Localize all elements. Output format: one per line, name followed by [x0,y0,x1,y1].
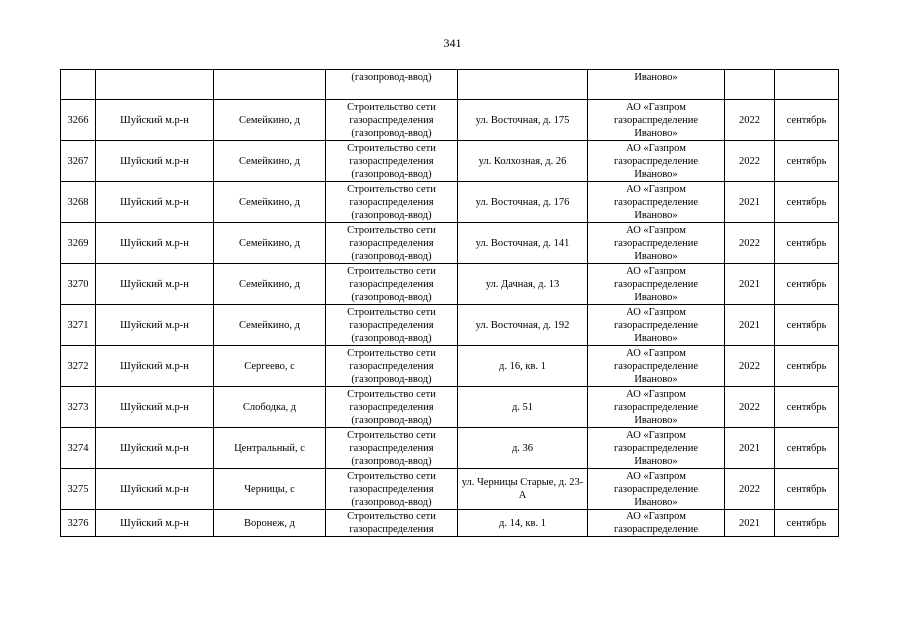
cell-organization-line: газораспределение [613,155,699,167]
cell-work [326,510,458,537]
cell-month: сентябрь [775,182,839,223]
cell-organization-line: Иваново» [634,209,678,221]
table-row [61,469,839,510]
cell-number [61,70,96,100]
cell-work-line: газораспределения [349,319,434,331]
cell-number: 3273 [61,387,96,428]
cell-address: ул. Восточная, д. 176 [458,182,588,223]
cell-organization-line: Иваново» [634,127,678,139]
cell-locality: Воронеж, д [214,510,326,537]
cell-organization-line: газораспределение [613,360,699,372]
cell-work-line: Строительство сети [347,183,436,195]
cell-work-line: (газопровод-ввод) [351,496,432,508]
cell-number: 3272 [61,346,96,387]
cell-organization-line: газораспределение [613,196,699,208]
cell-month: сентябрь [775,264,839,305]
cell-month: сентябрь [775,428,839,469]
cell-work-line: Строительство сети [347,470,436,482]
cell-work-line: (газопровод-ввод) [351,455,432,467]
cell-address: д. 36 [458,428,588,469]
cell-locality: Семейкино, д [214,264,326,305]
cell-organization [588,100,725,141]
cell-work [326,264,458,305]
cell-address: ул. Восточная, д. 141 [458,223,588,264]
cell-month: сентябрь [775,223,839,264]
cell-organization [588,387,725,428]
cell-number: 3271 [61,305,96,346]
cell-work-line: Строительство сети [347,101,436,113]
cell-organization-line: Иваново» [634,455,678,467]
cell-district: Шуйский м.р-н [96,428,214,469]
cell-number: 3269 [61,223,96,264]
cell-organization-line: АО «Газпром [626,347,686,359]
cell-address: д. 16, кв. 1 [458,346,588,387]
cell-organization-line: АО «Газпром [626,511,686,522]
cell-organization [588,510,725,537]
cell-district: Шуйский м.р-н [96,387,214,428]
cell-year: 2022 [725,346,775,387]
cell-year: 2022 [725,223,775,264]
cell-work-line: Строительство сети [347,347,436,359]
cell-work [326,428,458,469]
cell-organization-line: АО «Газпром [626,101,686,113]
cell-organization-line: АО «Газпром [626,183,686,195]
cell-work [326,100,458,141]
cell-work-line: Строительство сети [347,142,436,154]
cell-organization-line: Иваново» [634,168,678,180]
table-row [61,387,839,428]
cell-locality: Семейкино, д [214,223,326,264]
cell-work [326,141,458,182]
table-row [61,346,839,387]
cell-district: Шуйский м.р-н [96,223,214,264]
cell-month: сентябрь [775,100,839,141]
cell-year: 2022 [725,100,775,141]
cell-year: 2021 [725,305,775,346]
cell-organization-line: АО «Газпром [626,306,686,318]
cell-month: сентябрь [775,510,839,537]
cell-work [326,387,458,428]
table-row [61,428,839,469]
cell-year: 2022 [725,387,775,428]
cell-number: 3270 [61,264,96,305]
cell-address: д. 14, кв. 1 [458,510,588,537]
cell-district: Шуйский м.р-н [96,469,214,510]
cell-work-line: газораспределения [349,114,434,126]
cell-number: 3268 [61,182,96,223]
cell-organization-line: АО «Газпром [626,429,686,441]
cell-organization-line: АО «Газпром [626,265,686,277]
cell-organization-line: газораспределение [613,237,699,249]
table-row [61,100,839,141]
cell-work [326,469,458,510]
cell-locality: Семейкино, д [214,182,326,223]
table-row [61,264,839,305]
cell-locality: Черницы, с [214,469,326,510]
cell-work-line: газораспределения [349,155,434,167]
cell-work [326,182,458,223]
table-row [61,182,839,223]
cell-address: ул. Восточная, д. 175 [458,100,588,141]
table-body [61,70,839,537]
cell-district: Шуйский м.р-н [96,346,214,387]
table-row [61,305,839,346]
cell-work-line: Строительство сети [347,224,436,236]
cell-work-line: Строительство сети [347,429,436,441]
cell-district: Шуйский м.р-н [96,264,214,305]
cell-year: 2021 [725,182,775,223]
cell-work-line: (газопровод-ввод) [351,209,432,221]
gas-connection-table [60,69,839,537]
cell-address [458,70,588,100]
cell-work-line: (газопровод-ввод) [351,332,432,344]
cell-organization [588,346,725,387]
table-row [61,141,839,182]
cell-month: сентябрь [775,305,839,346]
cell-organization: Иваново» [588,70,725,100]
cell-work-line: (газопровод-ввод) [351,168,432,180]
cell-work [326,346,458,387]
cell-organization-line: газораспределение [613,278,699,290]
cell-month [775,70,839,100]
cell-organization-line: АО «Газпром [626,388,686,400]
cell-month: сентябрь [775,346,839,387]
cell-address: ул. Дачная, д. 13 [458,264,588,305]
cell-district: Шуйский м.р-н [96,100,214,141]
cell-organization-line: газораспределение [613,319,699,331]
cell-organization [588,305,725,346]
cell-address: ул. Черницы Старые, д. 23-А [458,469,588,510]
cell-year: 2021 [725,264,775,305]
cell-organization [588,182,725,223]
cell-organization-line: АО «Газпром [626,142,686,154]
cell-work-line: (газопровод-ввод) [351,414,432,426]
cell-locality [214,70,326,100]
cell-work: (газопровод-ввод) [326,70,458,100]
cell-work-line: газораспределения [349,196,434,208]
cell-year: 2022 [725,469,775,510]
cell-month: сентябрь [775,469,839,510]
cell-work-line: газораспределения [349,524,434,535]
cell-organization-line: газораспределение [613,442,699,454]
cell-year: 2021 [725,510,775,537]
cell-work-line: Строительство сети [347,306,436,318]
cell-year [725,70,775,100]
cell-address: ул. Восточная, д. 192 [458,305,588,346]
cell-district: Шуйский м.р-н [96,182,214,223]
cell-organization-line: Иваново» [634,496,678,508]
cell-organization-line: газораспределение [613,401,699,413]
cell-month: сентябрь [775,387,839,428]
cell-number: 3266 [61,100,96,141]
cell-month: сентябрь [775,141,839,182]
cell-locality: Семейкино, д [214,100,326,141]
cell-locality: Центральный, с [214,428,326,469]
cell-organization-line: Иваново» [634,414,678,426]
cell-work-line: газораспределения [349,360,434,372]
table-row [61,223,839,264]
cell-number: 3275 [61,469,96,510]
cell-work-line: газораспределения [349,401,434,413]
cell-year: 2021 [725,428,775,469]
cell-organization-line: газораспределение [613,483,699,495]
cell-work [326,223,458,264]
cell-district: Шуйский м.р-н [96,141,214,182]
cell-locality: Сергеево, с [214,346,326,387]
cell-organization [588,223,725,264]
cell-work-line: (газопровод-ввод) [351,373,432,385]
cell-work-line: газораспределения [349,237,434,249]
cell-organization [588,264,725,305]
cell-organization-line: АО «Газпром [626,224,686,236]
cell-work-line: (газопровод-ввод) [351,291,432,303]
cell-organization-line: Иваново» [634,373,678,385]
cell-organization [588,469,725,510]
cell-locality: Слободка, д [214,387,326,428]
cell-district: Шуйский м.р-н [96,510,214,537]
cell-address: ул. Колхозная, д. 26 [458,141,588,182]
cell-organization-line: газораспределение [613,114,699,126]
cell-locality: Семейкино, д [214,141,326,182]
cell-organization-line: Иваново» [634,250,678,262]
cell-work [326,305,458,346]
cell-year: 2022 [725,141,775,182]
cell-work-line: газораспределения [349,442,434,454]
page-number: 341 [443,36,462,50]
continuation-row [61,70,839,100]
cell-number: 3274 [61,428,96,469]
cell-number: 3267 [61,141,96,182]
cell-organization-line: газораспределение [613,524,699,535]
cell-work-line: Строительство сети [347,265,436,277]
cell-work-line: газораспределения [349,278,434,290]
cell-district: Шуйский м.р-н [96,305,214,346]
cell-work-line: газораспределения [349,483,434,495]
cell-organization [588,428,725,469]
cell-number: 3276 [61,510,96,537]
cell-organization-line: Иваново» [634,291,678,303]
cell-work-line: (газопровод-ввод) [351,250,432,262]
table-row [61,510,839,537]
cell-organization-line: Иваново» [634,332,678,344]
cell-address: д. 51 [458,387,588,428]
cell-work-line: (газопровод-ввод) [351,127,432,139]
cell-work-line: Строительство сети [347,511,436,522]
cell-organization-line: АО «Газпром [626,470,686,482]
cell-district [96,70,214,100]
cell-locality: Семейкино, д [214,305,326,346]
cell-organization [588,141,725,182]
cell-work-line: Строительство сети [347,388,436,400]
